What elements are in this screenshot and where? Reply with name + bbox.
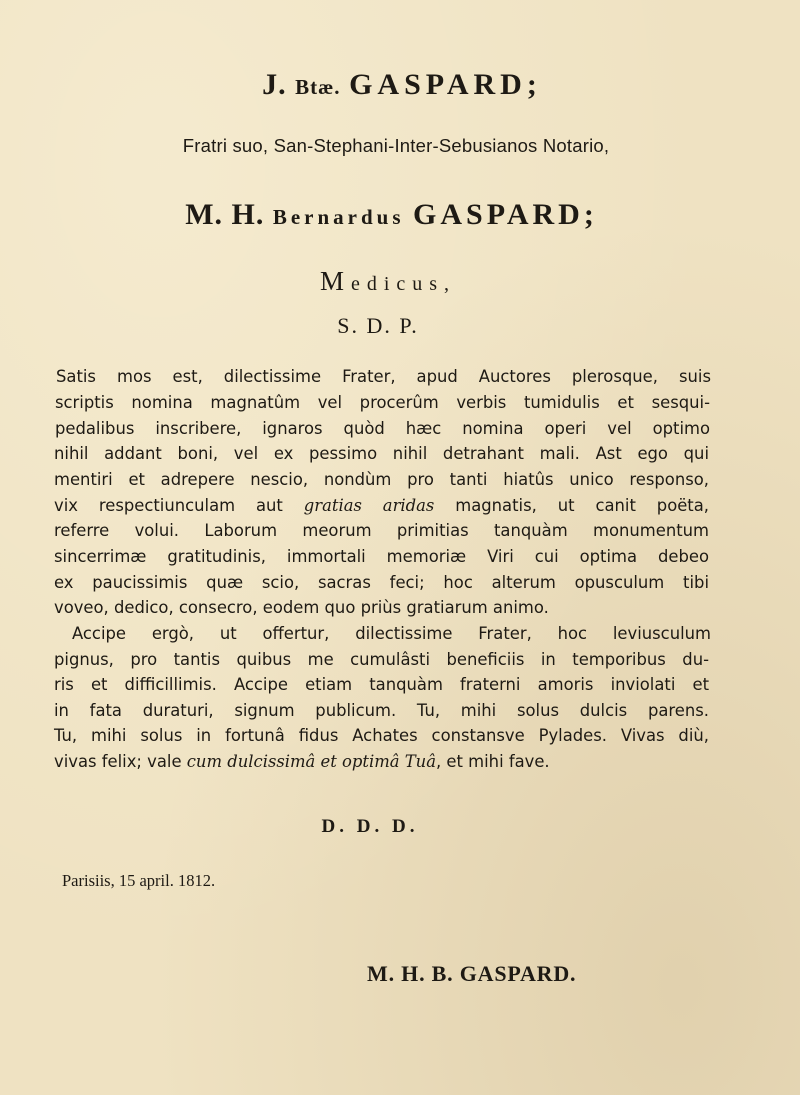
body-italic-span: gratias aridas — [303, 496, 435, 515]
author-initial: J. — [262, 68, 287, 101]
body-line-mixed — [54, 751, 550, 773]
sender-heading — [0, 198, 790, 232]
body-line: nihil addant boni, vel ex pessimo nihil detrahant mali. Ast ego qui — [54, 444, 709, 463]
profession-rest: edicus, — [350, 273, 457, 295]
sender-given-name: Bernardus — [272, 205, 405, 229]
heading-punctuation: ; — [526, 68, 538, 101]
author-heading — [0, 68, 800, 102]
profession-initial: M — [319, 266, 351, 296]
body-italic-span: cum dulcissimâ et optimâ Tuâ — [186, 752, 437, 771]
dedication-initials: D. D. D. — [321, 816, 419, 837]
body-line: Satis mos est, dilectissime Frater, apud Auctores plerosque, suis — [56, 367, 711, 386]
signature: M. H. B. GASPARD. — [367, 961, 577, 986]
body-line: pedalibus inscribere, ignaros quòd hæc nomina operi vel optimo — [55, 419, 710, 438]
heading-punctuation: ; — [583, 198, 595, 231]
place-date: Parisiis, 15 april. 1812. — [62, 871, 216, 890]
body-line-mixed — [54, 495, 709, 517]
body-text-span: vix respectiunculam aut — [54, 496, 283, 515]
body-line: ex paucissimis quæ scio, sacras feci; hoc alterum opusculum tibi — [54, 573, 709, 592]
body-line: pignus, pro tantis quibus me cumulâsti beneficiis in temporibus du- — [54, 650, 709, 669]
body-line: sincerrimæ gratitudinis, immortali memoriæ Viri cui optima debeo — [54, 547, 709, 566]
salutation: S. D. P. — [337, 313, 419, 338]
sender-surname: GASPARD — [413, 198, 584, 231]
body-line: ris et difficillimis. Accipe etiam tanquàm fraterni amoris inviolati et — [54, 675, 709, 694]
body-text-span: magnatis, ut canit poëta, — [455, 496, 709, 515]
dedication-line: Fratri suo, San-Stephani-Inter-Sebusianos Notario, — [182, 135, 610, 156]
body-text-span: , et mihi fave. — [436, 752, 550, 771]
body-line-indented: Accipe ergò, ut offertur, dilectissime Frater, hoc leviusculum — [72, 624, 711, 643]
body-line: in fata duraturi, signum publicum. Tu, mihi solus dulcis parens. — [54, 701, 709, 720]
body-line: Tu, mihi solus in fortunâ fidus Achates constansve Pylades. Vivas diù, — [54, 726, 709, 745]
profession-line — [0, 266, 788, 297]
body-line: mentiri et adrepere nescio, nondùm pro tanti hiatûs unico responso, — [54, 470, 709, 489]
body-line: scriptis nomina magnatûm vel procerûm verbis tumidulis et sesqui- — [55, 393, 710, 412]
author-surname: GASPARD — [349, 68, 527, 101]
author-abbreviation: Btæ. — [295, 75, 341, 99]
body-text-span: vivas felix; vale — [54, 752, 182, 771]
sender-initials: M. H. — [185, 198, 265, 231]
body-line: referre volui. Laborum meorum primitias tanquàm monumentum — [54, 521, 709, 540]
body-line: voveo, dedico, consecro, eodem quo priùs gratiarum animo. — [54, 598, 549, 617]
